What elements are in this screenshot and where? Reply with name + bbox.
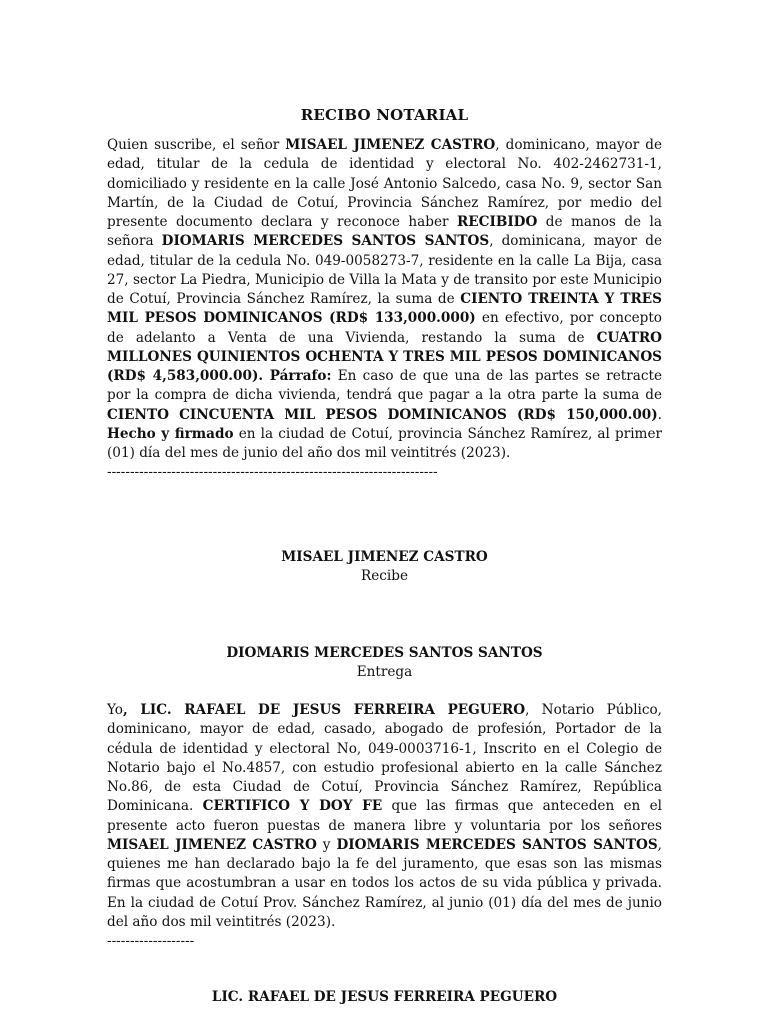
text-run: , Notario Público, dominicano, mayor de edad, casado, abogado de profesión, Portador de la cédula de identidad y electoral No, 049-0003716-1, Inscrito en el Colegio de Notario bajo el No.4857, con estudio profesional abierto en la calle Sánchez No.86, de esta Ciudad de Cotuí, Provincia Sánchez Ramírez, República Dominicana. bbox=[107, 702, 663, 815]
separator-dashes: ------------------------------------------------------------------------ bbox=[107, 464, 438, 481]
separator-dashes: ------------------- bbox=[107, 933, 195, 949]
signature-role: Recibe bbox=[361, 568, 408, 584]
bold-text-run: Hecho y firmado bbox=[107, 425, 234, 442]
bold-text-run: RECIBIDO bbox=[457, 214, 538, 230]
text-run: de manos de la señora bbox=[107, 214, 663, 250]
notary-certification-paragraph bbox=[107, 701, 662, 951]
signature-block-notary bbox=[107, 988, 662, 1007]
text-run: que las firmas que anteceden en el presente acto fueron puestas de manera libre y voluntaria por los señores bbox=[107, 798, 662, 834]
text-run: Quien suscribe, el señor bbox=[107, 137, 286, 153]
bold-text-run: DIOMARIS MERCEDES SANTOS SANTOS bbox=[336, 836, 658, 853]
receipt-paragraph bbox=[107, 136, 662, 483]
signature-block-recipient bbox=[107, 548, 662, 586]
signature-name: LIC. RAFAEL DE JESUS FERREIRA PEGUERO bbox=[211, 989, 558, 1005]
signature-name: DIOMARIS MERCEDES SANTOS SANTOS bbox=[226, 645, 543, 661]
signature-block-payer bbox=[107, 644, 662, 682]
bold-text-run: , LIC. RAFAEL DE JESUS FERREIRA PEGUERO bbox=[122, 702, 526, 718]
text-run: Yo bbox=[107, 702, 123, 718]
receipt-text bbox=[107, 137, 662, 461]
signature-role: Entrega bbox=[356, 664, 413, 680]
bold-text-run: MISAEL JIMENEZ CASTRO bbox=[107, 836, 317, 853]
bold-text-run: CIENTO CINCUENTA MIL PESOS DOMINICANOS (RD$ 150,000.00) bbox=[107, 406, 658, 423]
text-run: en la ciudad de Cotuí, provincia Sánchez Ramírez, al primer (01) día del mes de junio del año dos mil veintitrés (2023). bbox=[107, 425, 662, 461]
text-run: y bbox=[316, 836, 337, 853]
bold-text-run: CERTIFICO Y DOY FE bbox=[202, 798, 383, 815]
document-title: RECIBO NOTARIAL bbox=[300, 106, 469, 124]
text-run: . bbox=[657, 406, 662, 423]
text-run: , dominicano, mayor de edad, titular de la cedula de identidad y electoral No. 402-2462731-1, domiciliado y residente en la calle José Antonio Salcedo, casa No. 9, sector San Martín, de la Ciudad de Cotuí, Provincia Sánchez Ramírez, por medio del presente documento declara y reconoce haber bbox=[107, 137, 662, 230]
bold-text-run: CUATRO MILLONES QUINIENTOS OCHENTA Y TRES MIL PESOS DOMINICANOS (RD$ 4,583,000.00). Párrafo: bbox=[107, 329, 662, 384]
bold-text-run: MISAEL JIMENEZ CASTRO bbox=[285, 137, 496, 153]
bold-text-run: DIOMARIS MERCEDES SANTOS SANTOS bbox=[161, 233, 490, 250]
text-run: , dominicana, mayor de edad, titular de la cedula No. 049-0058273-7, residente en la calle La Bija, casa 27, sector La Piedra, Municipio de Villa la Mata y de transito por este Municipio de Cotuí, Provincia Sánchez Ramírez, la suma de bbox=[107, 233, 662, 307]
text-run: En caso de que una de las partes se retracte por la compra de dicha vivienda, tendrá que pagar a la otra parte la suma de bbox=[107, 368, 662, 404]
text-run: en efectivo, por concepto de adelanto a Venta de una Vivienda, restando la suma de bbox=[107, 310, 662, 346]
bold-text-run: CIENTO TREINTA Y TRES MIL PESOS DOMINICANOS (RD$ 133,000.000) bbox=[107, 291, 662, 327]
signature-name: MISAEL JIMENEZ CASTRO bbox=[281, 549, 488, 565]
certification-text bbox=[107, 702, 662, 930]
text-run: , quienes me han declarado bajo la fe del juramento, que esas son las mismas firmas que acostumbran a usar en todos los actos de su vida pública y privada. En la ciudad de Cotuí Prov. Sánchez Ramírez, al junio (01) día del mes de junio del año dos mil veintitrés (2023). bbox=[107, 836, 662, 930]
